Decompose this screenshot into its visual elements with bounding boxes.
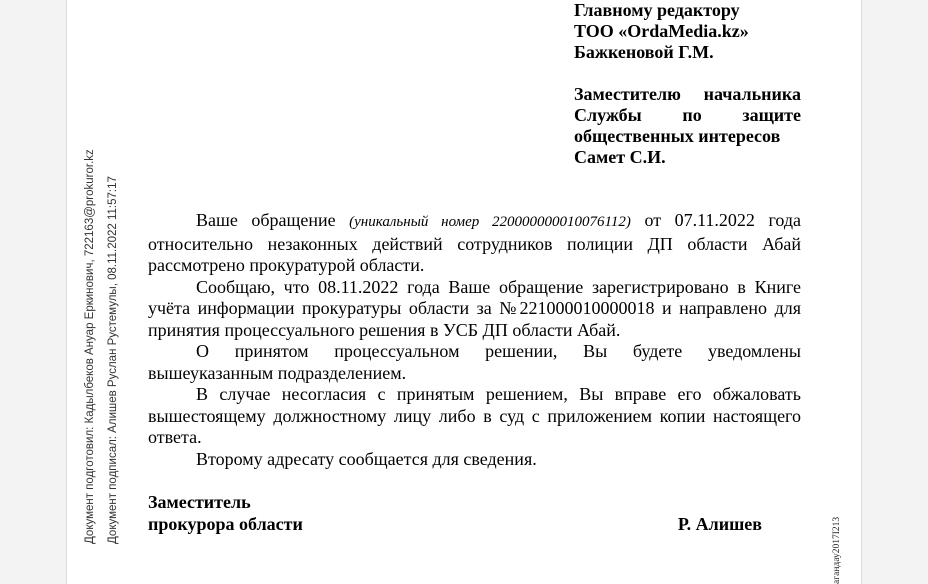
- addressee1-line3: Бажкеновой Г.М.: [574, 42, 714, 62]
- signature-block: [148, 491, 768, 535]
- signatory-title-line2: прокурора области: [148, 514, 303, 534]
- addressee1-line1: Главному редактору: [574, 0, 740, 20]
- addressee1-line2: ТОО «OrdaMedia.kz»: [574, 21, 749, 41]
- paragraph-1-rest: от 07.11.2022 года относительно незаконных действий сотрудников полиции ДП области Абай рассмотрено прокуратурой области.: [148, 210, 802, 275]
- viewer-background-right: [862, 0, 928, 584]
- unique-number: (уникальный номер 220000000010076112): [349, 214, 631, 230]
- addressee2-line3: общественных интересов: [574, 126, 781, 146]
- paragraph-5: Второму адресату сообщается для сведения.: [196, 448, 537, 469]
- margin-note-signed: Документ подписал: Алишев Руслан Рустемулы, 08.11.2022 11:57:17: [107, 176, 119, 544]
- paragraph-1-start: Ваше обращение: [196, 210, 336, 230]
- margin-note-prepared: Документ подготовил: Кадылбеков Ануар Еркинович, 722163@prokuror.kz: [84, 149, 96, 544]
- viewer-background-left: [0, 0, 66, 584]
- addressee-block-secondary: [574, 84, 801, 168]
- addressee2-line4: Самет С.И.: [574, 147, 666, 167]
- margin-note-right: агандау2017I213: [832, 516, 842, 584]
- paragraph-4: В случае несогласия с принятым решением, Вы вправе его обжаловать вышестоящему должностному лицу либо в суд с приложением копии настоящего ответа.: [148, 384, 801, 447]
- addressee2-line2: Службы по защите: [574, 105, 801, 125]
- paragraph-1: [148, 210, 801, 277]
- paragraph-2: Сообщаю, что 08.11.2022 года Ваше обращение зарегистрировано в Книге учёта информации прокуратуры области за №221000010000018 и направлено для принятия процессуального решения в УСБ ДП области Абай.: [148, 276, 801, 340]
- addressee-block-primary: [574, 0, 801, 63]
- paragraph-3: О принятом процессуальном решении, Вы будете уведомлены вышеуказанным подразделением.: [148, 341, 801, 383]
- addressee2-line1: Заместителю начальника: [574, 84, 801, 104]
- signatory-name: Р. Алишев: [677, 514, 762, 534]
- signatory-title-line1: Заместитель: [148, 492, 251, 512]
- letter-body: [148, 210, 801, 470]
